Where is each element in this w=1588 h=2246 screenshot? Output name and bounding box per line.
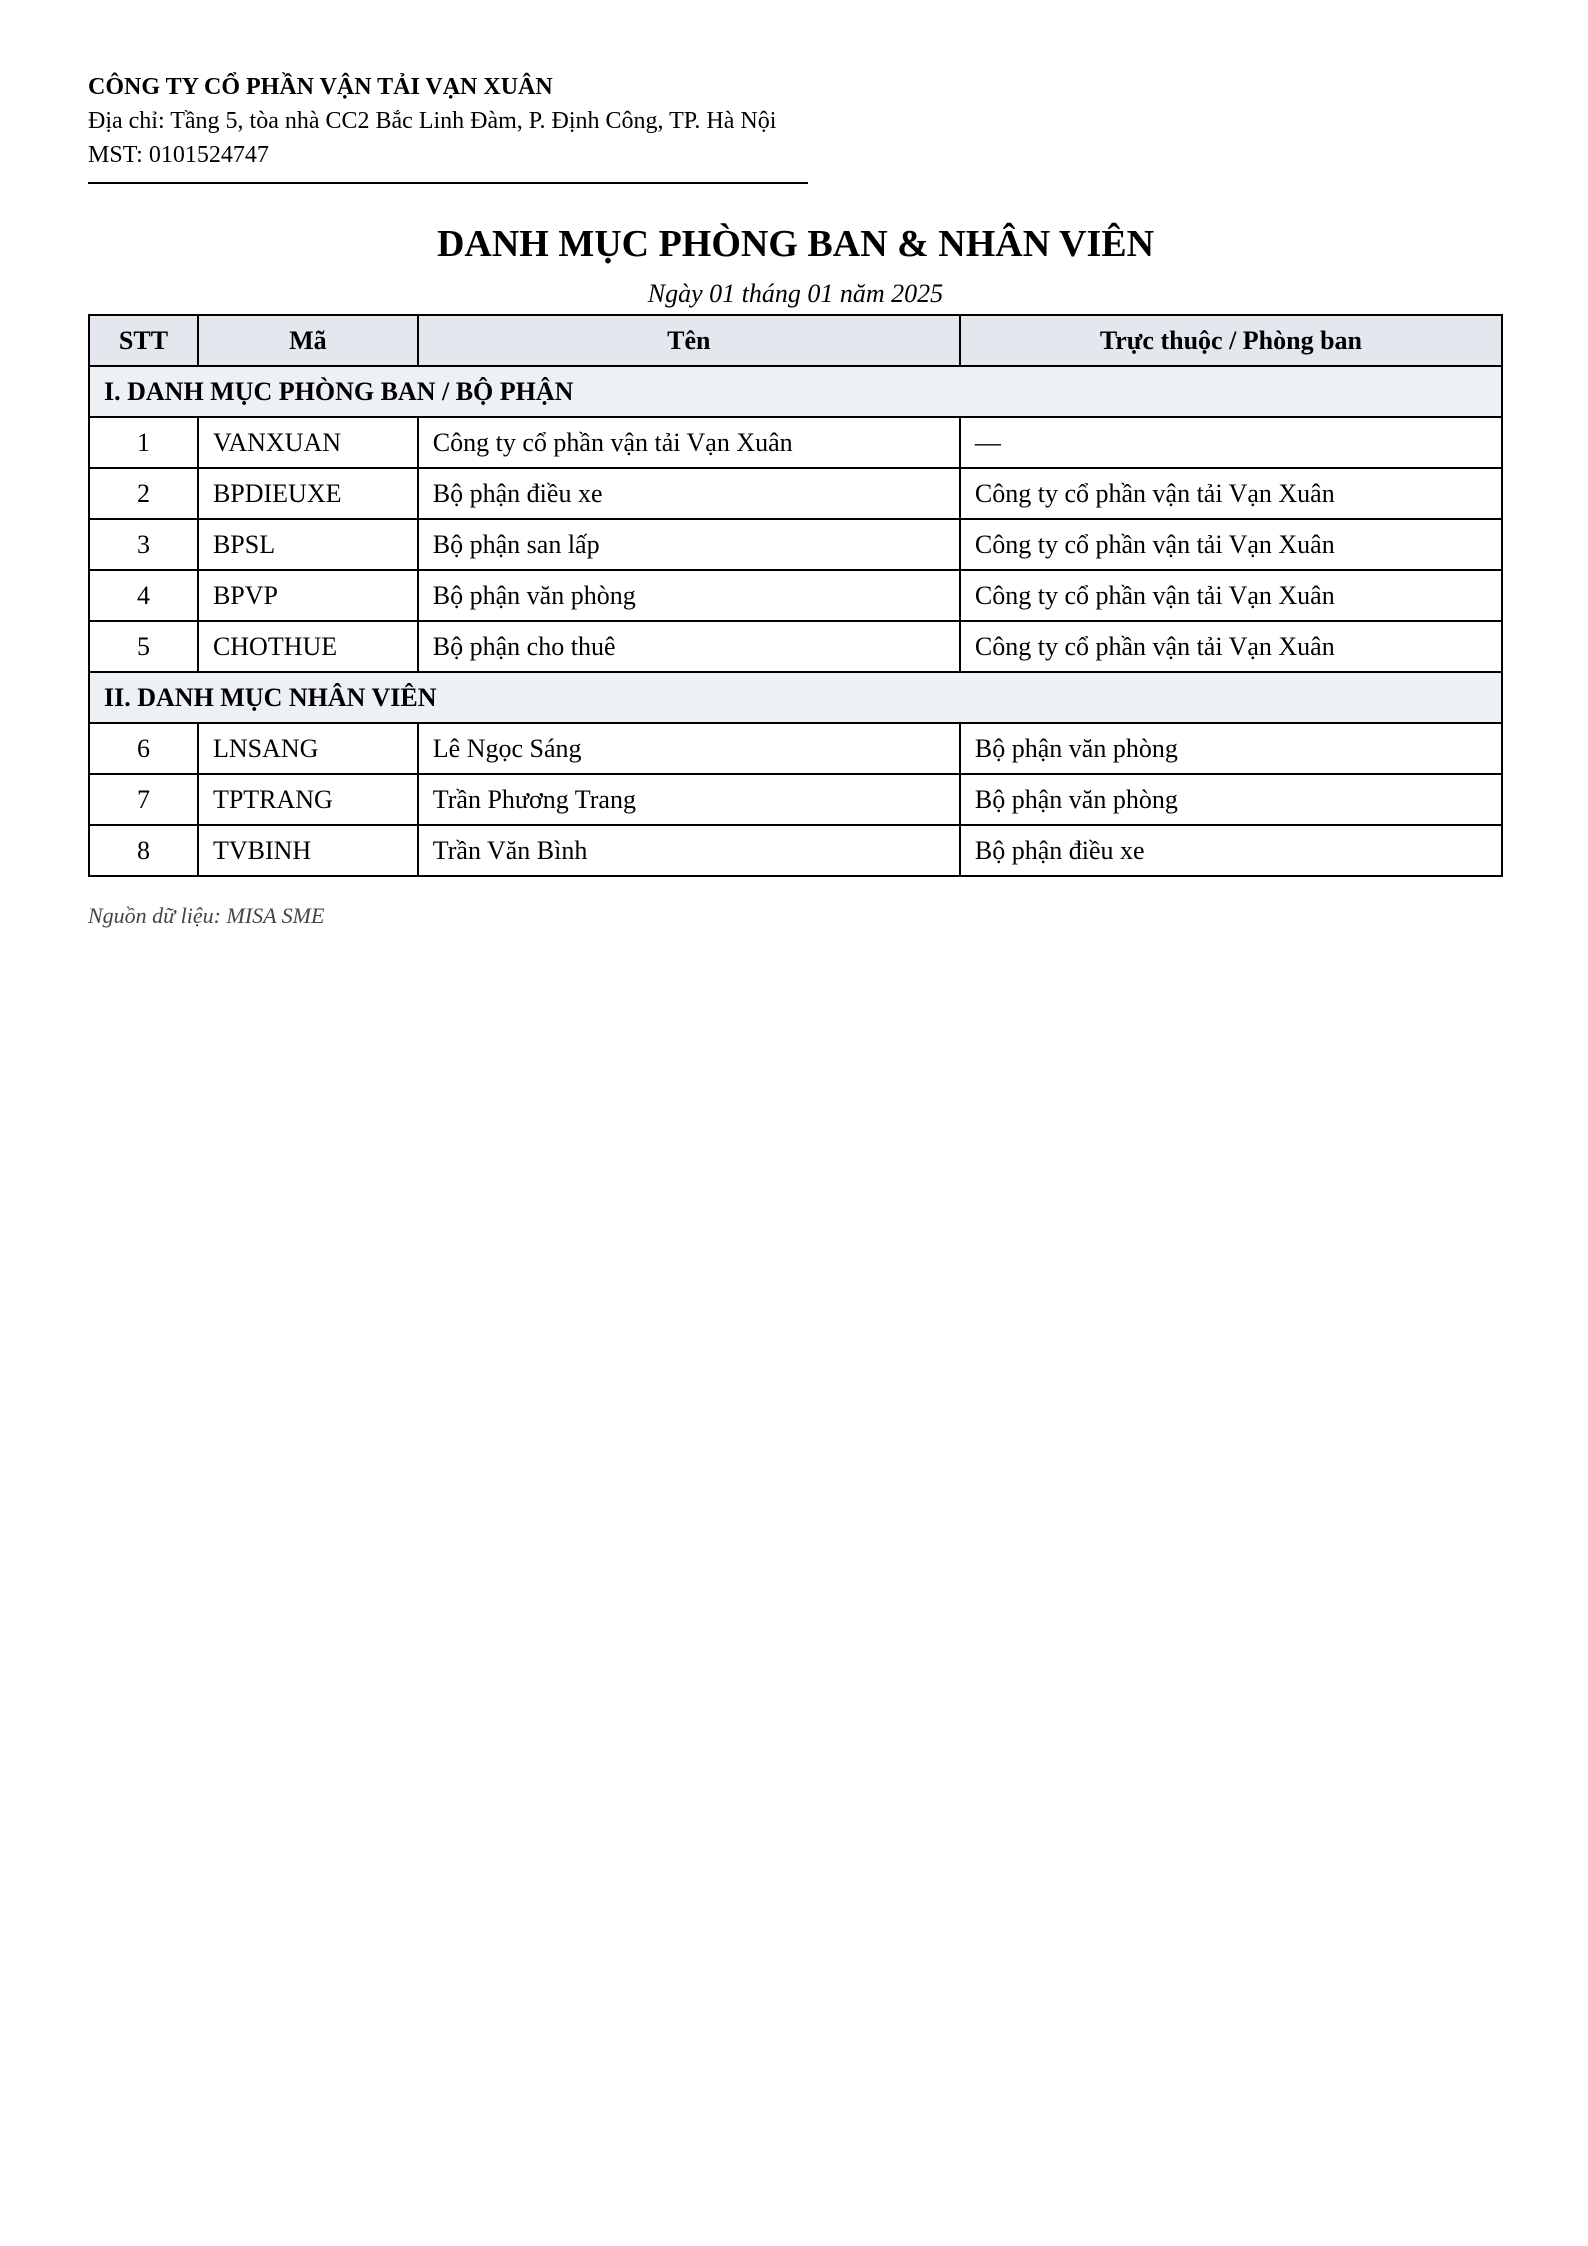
row-name: Bộ phận cho thuê <box>418 621 960 672</box>
company-header <box>88 70 808 184</box>
row-code: CHOTHUE <box>198 621 418 672</box>
row-parent: Bộ phận văn phòng <box>960 723 1502 774</box>
company-tax-code: MST: 0101524747 <box>88 142 269 168</box>
row-name: Bộ phận san lấp <box>418 519 960 570</box>
section-title: II. DANH MỤC NHÂN VIÊN <box>89 672 1502 723</box>
company-name: CÔNG TY CỔ PHẦN VẬN TẢI VẠN XUÂN <box>88 74 553 100</box>
row-parent: Bộ phận văn phòng <box>960 774 1502 825</box>
catalog-table <box>88 314 1503 877</box>
row-code: TVBINH <box>198 825 418 876</box>
row-name: Bộ phận văn phòng <box>418 570 960 621</box>
row-stt: 2 <box>89 468 198 519</box>
table-row <box>89 417 1502 468</box>
row-stt: 4 <box>89 570 198 621</box>
column-header-name: Tên <box>418 315 960 366</box>
table-row <box>89 621 1502 672</box>
table-row <box>89 774 1502 825</box>
row-name: Bộ phận điều xe <box>418 468 960 519</box>
table-row <box>89 825 1502 876</box>
document-page <box>88 70 1503 929</box>
row-code: TPTRANG <box>198 774 418 825</box>
row-name: Trần Văn Bình <box>418 825 960 876</box>
row-code: BPSL <box>198 519 418 570</box>
row-stt: 3 <box>89 519 198 570</box>
row-stt: 5 <box>89 621 198 672</box>
table-row <box>89 570 1502 621</box>
table-row <box>89 723 1502 774</box>
table-header-row <box>89 315 1502 366</box>
row-stt: 1 <box>89 417 198 468</box>
document-date: Ngày 01 tháng 01 năm 2025 <box>647 279 944 308</box>
source-note: Nguồn dữ liệu: MISA SME <box>88 903 325 928</box>
section-row-employees <box>89 672 1502 723</box>
row-stt: 6 <box>89 723 198 774</box>
table-row <box>89 519 1502 570</box>
row-code: BPVP <box>198 570 418 621</box>
row-code: LNSANG <box>198 723 418 774</box>
row-parent: Công ty cổ phần vận tải Vạn Xuân <box>960 570 1502 621</box>
document-title: DANH MỤC PHÒNG BAN & NHÂN VIÊN <box>436 223 1155 265</box>
row-parent: Công ty cổ phần vận tải Vạn Xuân <box>960 519 1502 570</box>
row-stt: 7 <box>89 774 198 825</box>
row-parent: — <box>960 417 1502 468</box>
row-parent: Công ty cổ phần vận tải Vạn Xuân <box>960 468 1502 519</box>
row-name: Công ty cổ phần vận tải Vạn Xuân <box>418 417 960 468</box>
row-name: Trần Phương Trang <box>418 774 960 825</box>
row-code: BPDIEUXE <box>198 468 418 519</box>
row-parent: Công ty cổ phần vận tải Vạn Xuân <box>960 621 1502 672</box>
column-header-code: Mã <box>198 315 418 366</box>
company-address: Địa chỉ: Tầng 5, tòa nhà CC2 Bắc Linh Đàm, P. Định Công, TP. Hà Nội <box>88 108 777 134</box>
section-title: I. DANH MỤC PHÒNG BAN / BỘ PHẬN <box>89 366 1502 417</box>
column-header-parent: Trực thuộc / Phòng ban <box>960 315 1502 366</box>
row-code: VANXUAN <box>198 417 418 468</box>
section-row-departments <box>89 366 1502 417</box>
row-name: Lê Ngọc Sáng <box>418 723 960 774</box>
table-row <box>89 468 1502 519</box>
column-header-stt: STT <box>89 315 198 366</box>
row-stt: 8 <box>89 825 198 876</box>
row-parent: Bộ phận điều xe <box>960 825 1502 876</box>
